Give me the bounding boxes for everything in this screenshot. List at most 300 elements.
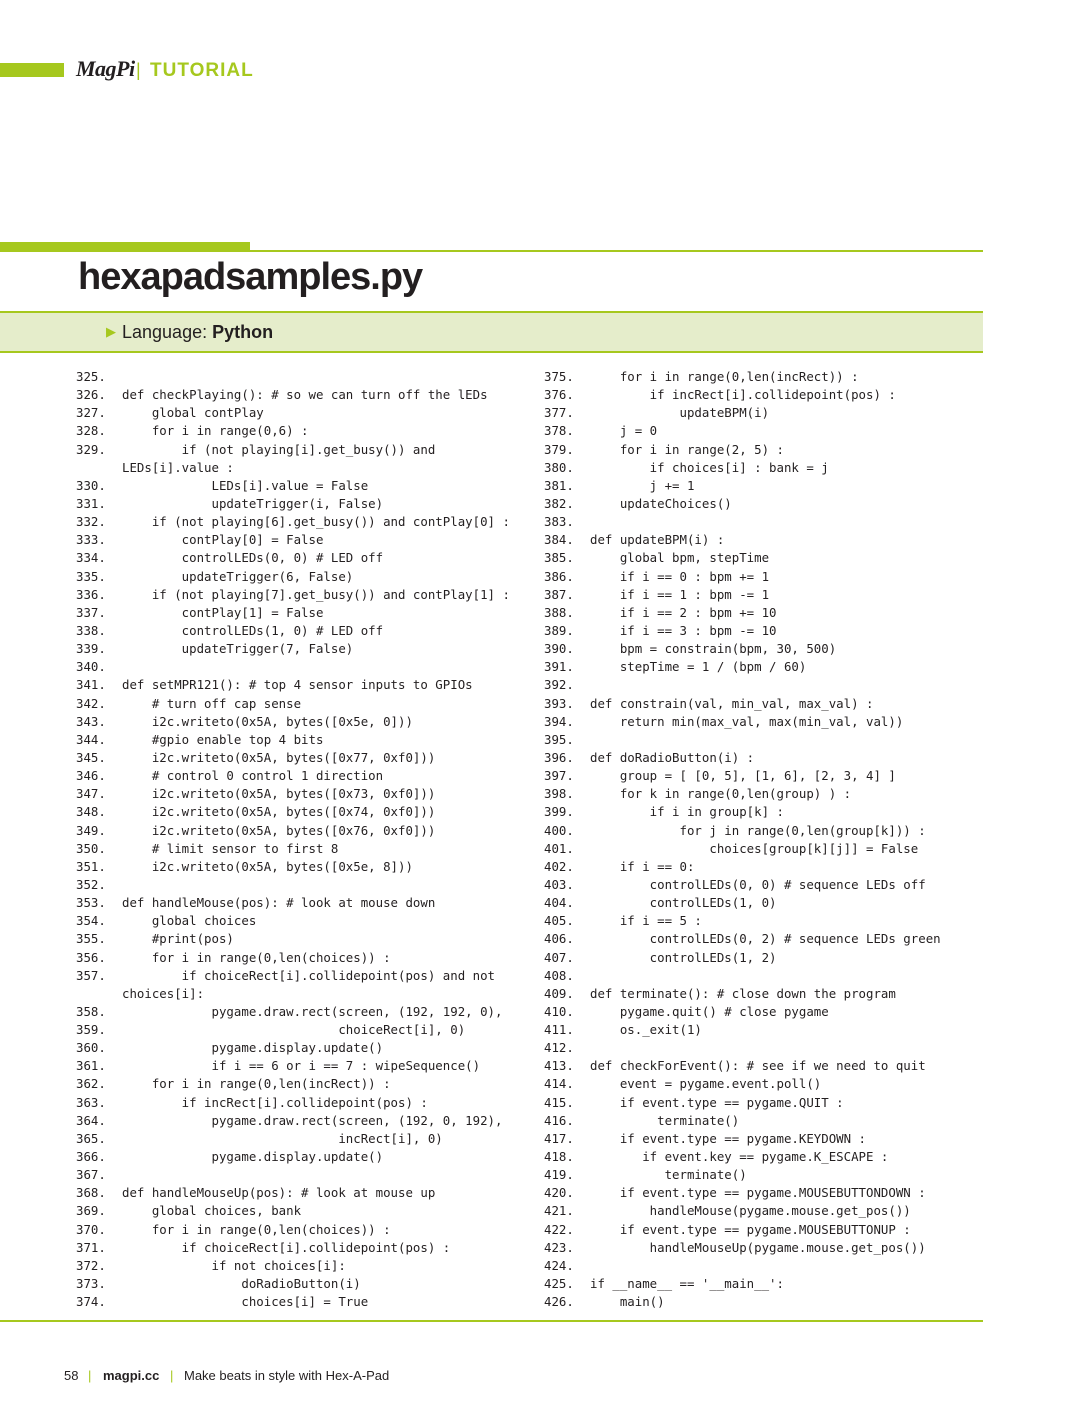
line-number: 393. <box>544 695 574 711</box>
code-line <box>76 876 526 894</box>
line-number: 386. <box>544 568 574 584</box>
code-line <box>76 1257 526 1275</box>
code-text: controlLEDs(0, 0) # LED off <box>122 550 384 566</box>
line-number: 409. <box>544 985 574 1001</box>
code-text: updateTrigger(6, False) <box>122 568 354 584</box>
code-line <box>544 441 984 459</box>
code-text: os._exit(1) <box>590 1022 702 1038</box>
line-number: 346. <box>76 768 106 784</box>
line-number: 340. <box>76 659 106 675</box>
code-line <box>76 531 526 549</box>
line-number: 327. <box>76 405 106 421</box>
line-number: 421. <box>544 1203 574 1219</box>
code-text: if (not playing[i].get_busy()) and <box>122 441 436 457</box>
code-text: controlLEDs(1, 2) <box>590 949 777 965</box>
line-number: 341. <box>76 677 106 693</box>
code-text: def handleMouse(pos): # look at mouse down <box>122 895 436 911</box>
code-line <box>76 985 526 1003</box>
code-text: if incRect[i].collidepoint(pos) : <box>122 1094 428 1110</box>
code-line <box>544 1112 984 1130</box>
code-line <box>76 1112 526 1130</box>
code-line <box>76 477 526 495</box>
code-line <box>544 604 984 622</box>
line-number: 375. <box>544 369 574 384</box>
line-number: 406. <box>544 931 574 947</box>
line-number: 398. <box>544 786 574 802</box>
code-text: if event.type == pygame.KEYDOWN : <box>590 1130 867 1146</box>
code-text: if i == 0 : bpm += 1 <box>590 568 770 584</box>
language-label: Language: <box>122 322 208 342</box>
code-line <box>544 1094 984 1112</box>
code-line <box>544 1057 984 1075</box>
code-line <box>76 1293 526 1311</box>
line-number: 395. <box>544 731 574 747</box>
code-line <box>76 1275 526 1293</box>
line-number: 376. <box>544 387 574 403</box>
code-text: if i in group[k] : <box>590 804 784 820</box>
code-line <box>544 1166 984 1184</box>
code-text: updateTrigger(i, False) <box>122 495 384 511</box>
line-number: 360. <box>76 1040 106 1056</box>
line-number: 411. <box>544 1022 574 1038</box>
code-text: handleMouseUp(pygame.mouse.get_pos()) <box>590 1239 926 1255</box>
code-line <box>76 1039 526 1057</box>
code-line <box>544 1075 984 1093</box>
code-line <box>544 1275 984 1293</box>
code-text: global choices, bank <box>122 1203 302 1219</box>
code-line <box>544 568 984 586</box>
code-line <box>76 549 526 567</box>
code-text: if i == 5 : <box>590 913 702 929</box>
code-line <box>544 404 984 422</box>
code-text: bpm = constrain(bpm, 30, 500) <box>590 641 837 657</box>
code-line <box>544 622 984 640</box>
language-value: Python <box>212 322 274 342</box>
code-line <box>76 785 526 803</box>
code-text: def handleMouseUp(pos): # look at mouse up <box>122 1185 436 1201</box>
code-text: j += 1 <box>590 477 695 493</box>
line-number: 381. <box>544 477 574 493</box>
line-number: 326. <box>76 387 106 403</box>
title-accent-bar <box>0 242 250 250</box>
line-number: 347. <box>76 786 106 802</box>
line-number: 339. <box>76 641 106 657</box>
line-number: 385. <box>544 550 574 566</box>
code-text: # limit sensor to first 8 <box>122 840 339 856</box>
code-text: i2c.writeto(0x5A, bytes([0x74, 0xf0])) <box>122 804 436 820</box>
code-text: pygame.display.update() <box>122 1149 384 1165</box>
code-text: event = pygame.event.poll() <box>590 1076 822 1092</box>
line-number: 369. <box>76 1203 106 1219</box>
line-number: 334. <box>76 550 106 566</box>
code-line <box>544 1239 984 1257</box>
line-number: 426. <box>544 1294 574 1310</box>
code-line <box>76 1202 526 1220</box>
code-text: if incRect[i].collidepoint(pos) : <box>590 387 896 403</box>
code-line <box>544 912 984 930</box>
line-number: 336. <box>76 586 106 602</box>
code-line <box>76 803 526 821</box>
code-text: choices[i] = True <box>122 1294 369 1310</box>
line-number: 329. <box>76 441 106 457</box>
code-text: # control 0 control 1 direction <box>122 768 384 784</box>
code-line <box>76 495 526 513</box>
code-text: choices[group[k][j]] = False <box>590 840 919 856</box>
code-line <box>76 967 526 985</box>
line-number: 350. <box>76 840 106 856</box>
chevron-right-icon: ▶ <box>106 324 116 339</box>
code-text: if i == 2 : bpm += 10 <box>590 604 777 620</box>
code-text: def doRadioButton(i) : <box>590 749 755 765</box>
code-line <box>544 386 984 404</box>
code-text: doRadioButton(i) <box>122 1276 361 1292</box>
code-text: if i == 0: <box>590 858 695 874</box>
code-line <box>544 1021 984 1039</box>
code-text: contPlay[0] = False <box>122 532 324 548</box>
line-number: 365. <box>76 1130 106 1146</box>
footer-separator: | <box>88 1368 92 1383</box>
line-number: 405. <box>544 913 574 929</box>
code-line <box>544 767 984 785</box>
code-text: incRect[i], 0) <box>122 1130 443 1146</box>
line-number: 328. <box>76 423 106 439</box>
code-text: for i in range(0,len(choices)) : <box>122 1221 391 1237</box>
line-number: 368. <box>76 1185 106 1201</box>
line-number: 349. <box>76 822 106 838</box>
header-separator: | <box>136 60 141 80</box>
line-number: 419. <box>544 1167 574 1183</box>
code-line <box>544 713 984 731</box>
code-line <box>76 622 526 640</box>
code-text: for k in range(0,len(group) ) : <box>590 786 852 802</box>
code-line <box>76 1148 526 1166</box>
code-text: if __name__ == '__main__': <box>590 1276 784 1292</box>
code-text: if i == 6 or i == 7 : wipeSequence() <box>122 1058 481 1074</box>
language-bar <box>0 311 983 353</box>
line-number: 335. <box>76 568 106 584</box>
line-number: 387. <box>544 586 574 602</box>
code-text: global choices <box>122 913 257 929</box>
line-number: 355. <box>76 931 106 947</box>
line-number: 389. <box>544 622 574 638</box>
code-text: controlLEDs(1, 0) # LED off <box>122 622 384 638</box>
code-text: controlLEDs(1, 0) <box>590 895 777 911</box>
code-text: return min(max_val, max(min_val, val)) <box>590 713 904 729</box>
line-number: 338. <box>76 622 106 638</box>
code-text: stepTime = 1 / (bpm / 60) <box>590 659 807 675</box>
header-accent-bar <box>0 63 64 77</box>
line-number: 408. <box>544 967 574 983</box>
code-line <box>544 749 984 767</box>
line-number: 378. <box>544 423 574 439</box>
code-text: # turn off cap sense <box>122 695 302 711</box>
code-text: if event.type == pygame.QUIT : <box>590 1094 844 1110</box>
code-text: for j in range(0,len(group[k])) : <box>590 822 926 838</box>
code-line <box>76 822 526 840</box>
code-line <box>76 1239 526 1257</box>
line-number: 380. <box>544 459 574 475</box>
code-text: if event.key == pygame.K_ESCAPE : <box>590 1149 889 1165</box>
line-number: 331. <box>76 495 106 511</box>
code-text: pygame.quit() # close pygame <box>590 1003 829 1019</box>
code-text: if (not playing[7].get_busy()) and contPlay[1] : <box>122 586 510 602</box>
line-number: 424. <box>544 1257 574 1273</box>
line-number: 383. <box>544 514 574 530</box>
code-text: i2c.writeto(0x5A, bytes([0x5e, 0])) <box>122 713 413 729</box>
code-column-right <box>544 368 984 1311</box>
code-text: choices[i]: <box>122 985 205 1001</box>
code-text: global bpm, stepTime <box>590 550 770 566</box>
code-text: if (not playing[6].get_busy()) and contPlay[0] : <box>122 514 510 530</box>
line-number: 363. <box>76 1094 106 1110</box>
line-number: 366. <box>76 1149 106 1165</box>
code-line <box>544 840 984 858</box>
code-text: contPlay[1] = False <box>122 604 324 620</box>
code-text: #gpio enable top 4 bits <box>122 731 324 747</box>
section-label: TUTORIAL <box>150 60 254 81</box>
footer-separator: | <box>170 1368 174 1383</box>
code-text: LEDs[i].value : <box>122 459 234 475</box>
code-line <box>76 676 526 694</box>
line-number: 354. <box>76 913 106 929</box>
code-text: i2c.writeto(0x5A, bytes([0x76, 0xf0])) <box>122 822 436 838</box>
line-number: 403. <box>544 876 574 892</box>
code-line <box>76 894 526 912</box>
code-text: if choiceRect[i].collidepoint(pos) : <box>122 1239 451 1255</box>
code-text: for i in range(0,len(choices)) : <box>122 949 391 965</box>
line-number: 392. <box>544 677 574 693</box>
code-line <box>544 1184 984 1202</box>
code-line <box>544 967 984 985</box>
line-number: 416. <box>544 1112 574 1128</box>
line-number: 345. <box>76 749 106 765</box>
code-line <box>76 858 526 876</box>
bottom-rule <box>0 1320 983 1322</box>
code-line <box>544 695 984 713</box>
code-line <box>544 803 984 821</box>
code-line <box>544 368 984 386</box>
line-number: 379. <box>544 441 574 457</box>
code-line <box>544 785 984 803</box>
line-number: 425. <box>544 1276 574 1292</box>
code-text: def constrain(val, min_val, max_val) : <box>590 695 874 711</box>
line-number: 358. <box>76 1003 106 1019</box>
line-number: 397. <box>544 768 574 784</box>
magpi-logo: MagPi <box>76 56 135 81</box>
code-text: if i == 1 : bpm -= 1 <box>590 586 770 602</box>
code-line <box>544 858 984 876</box>
code-text: i2c.writeto(0x5A, bytes([0x5e, 8])) <box>122 858 413 874</box>
code-text: for i in range(0,6) : <box>122 423 309 439</box>
line-number: 415. <box>544 1094 574 1110</box>
code-text: if choices[i] : bank = j <box>590 459 829 475</box>
line-number: 330. <box>76 477 106 493</box>
line-number: 407. <box>544 949 574 965</box>
code-line <box>544 513 984 531</box>
line-number: 382. <box>544 495 574 511</box>
code-line <box>76 1184 526 1202</box>
code-line <box>544 1257 984 1275</box>
line-number: 390. <box>544 641 574 657</box>
code-line <box>76 640 526 658</box>
line-number: 372. <box>76 1257 106 1273</box>
code-line <box>76 368 526 386</box>
code-text: for i in range(0,len(incRect)) : <box>122 1076 391 1092</box>
line-number: 391. <box>544 659 574 675</box>
line-number: 400. <box>544 822 574 838</box>
line-number: 420. <box>544 1185 574 1201</box>
code-text: i2c.writeto(0x5A, bytes([0x77, 0xf0])) <box>122 749 436 765</box>
code-text: terminate() <box>590 1112 740 1128</box>
code-line <box>544 459 984 477</box>
code-text: controlLEDs(0, 0) # sequence LEDs off <box>590 876 926 892</box>
code-text: group = [ [0, 5], [1, 6], [2, 3, 4] ] <box>590 768 896 784</box>
line-number: 359. <box>76 1022 106 1038</box>
code-line <box>76 912 526 930</box>
code-line <box>76 459 526 477</box>
code-text: terminate() <box>590 1167 747 1183</box>
code-line <box>76 604 526 622</box>
code-line <box>76 1130 526 1148</box>
footer-site: magpi.cc <box>103 1368 160 1383</box>
code-line <box>544 822 984 840</box>
code-line <box>544 531 984 549</box>
code-line <box>76 386 526 404</box>
line-number: 333. <box>76 532 106 548</box>
code-text: choiceRect[i], 0) <box>122 1022 466 1038</box>
code-text: if not choices[i]: <box>122 1257 346 1273</box>
line-number: 332. <box>76 514 106 530</box>
code-line <box>76 731 526 749</box>
code-text: if event.type == pygame.MOUSEBUTTONUP : <box>590 1221 911 1237</box>
code-text: updateTrigger(7, False) <box>122 641 354 657</box>
page-title: hexapadsamples.py <box>78 256 423 298</box>
line-number: 394. <box>544 713 574 729</box>
code-line <box>76 1166 526 1184</box>
line-number: 404. <box>544 895 574 911</box>
code-line <box>544 477 984 495</box>
code-text: if event.type == pygame.MOUSEBUTTONDOWN : <box>590 1185 926 1201</box>
line-number: 364. <box>76 1112 106 1128</box>
code-line <box>76 1057 526 1075</box>
line-number: 371. <box>76 1239 106 1255</box>
code-text: pygame.draw.rect(screen, (192, 192, 0), <box>122 1003 503 1019</box>
code-text: updateChoices() <box>590 495 732 511</box>
code-line <box>544 1039 984 1057</box>
code-text: for i in range(0,len(incRect)) : <box>590 369 859 384</box>
code-text: def updateBPM(i) : <box>590 532 725 548</box>
line-number: 423. <box>544 1239 574 1255</box>
code-line <box>544 586 984 604</box>
code-column-left <box>76 368 526 1311</box>
language-text <box>122 322 273 343</box>
code-line <box>76 1094 526 1112</box>
line-number: 396. <box>544 749 574 765</box>
code-line <box>76 658 526 676</box>
code-line <box>76 949 526 967</box>
code-line <box>544 549 984 567</box>
code-line <box>544 949 984 967</box>
code-text: def setMPR121(): # top 4 sensor inputs to GPIOs <box>122 677 473 693</box>
line-number: 401. <box>544 840 574 856</box>
line-number: 413. <box>544 1058 574 1074</box>
line-number: 370. <box>76 1221 106 1237</box>
code-line <box>76 1075 526 1093</box>
line-number: 348. <box>76 804 106 820</box>
line-number: 399. <box>544 804 574 820</box>
code-line <box>544 658 984 676</box>
code-line <box>544 1130 984 1148</box>
line-number: 402. <box>544 858 574 874</box>
code-text: updateBPM(i) <box>590 405 770 421</box>
code-line <box>544 676 984 694</box>
code-text: #print(pos) <box>122 931 234 947</box>
line-number: 414. <box>544 1076 574 1092</box>
code-line <box>544 930 984 948</box>
code-text: i2c.writeto(0x5A, bytes([0x73, 0xf0])) <box>122 786 436 802</box>
code-text: if i == 3 : bpm -= 10 <box>590 622 777 638</box>
code-line <box>76 404 526 422</box>
code-text: handleMouse(pygame.mouse.get_pos()) <box>590 1203 911 1219</box>
code-line <box>76 513 526 531</box>
page-number: 58 <box>64 1368 79 1383</box>
line-number: 422. <box>544 1221 574 1237</box>
code-line <box>544 1293 984 1311</box>
line-number: 412. <box>544 1040 574 1056</box>
line-number: 356. <box>76 949 106 965</box>
code-line <box>544 1202 984 1220</box>
line-number: 337. <box>76 604 106 620</box>
code-line <box>76 1003 526 1021</box>
line-number: 342. <box>76 695 106 711</box>
code-line <box>76 713 526 731</box>
code-line <box>544 495 984 513</box>
line-number: 343. <box>76 713 106 729</box>
code-line <box>76 422 526 440</box>
code-text: pygame.display.update() <box>122 1040 384 1056</box>
line-number: 417. <box>544 1130 574 1146</box>
line-number: 418. <box>544 1149 574 1165</box>
line-number: 384. <box>544 532 574 548</box>
line-number: 344. <box>76 731 106 747</box>
line-number: 410. <box>544 1003 574 1019</box>
line-number: 362. <box>76 1076 106 1092</box>
line-number: 361. <box>76 1058 106 1074</box>
line-number: 373. <box>76 1276 106 1292</box>
code-line <box>544 422 984 440</box>
code-line <box>76 441 526 459</box>
code-line <box>76 767 526 785</box>
code-text: global contPlay <box>122 405 264 421</box>
code-line <box>76 1021 526 1039</box>
code-line <box>76 749 526 767</box>
code-line <box>76 568 526 586</box>
code-line <box>76 695 526 713</box>
line-number: 388. <box>544 604 574 620</box>
line-number: 325. <box>76 369 106 384</box>
line-number: 351. <box>76 858 106 874</box>
code-line <box>544 731 984 749</box>
code-line <box>76 840 526 858</box>
title-rule <box>0 250 983 252</box>
line-number: 353. <box>76 895 106 911</box>
code-line <box>544 1003 984 1021</box>
code-text: def checkForEvent(): # see if we need to quit <box>590 1058 926 1074</box>
line-number: 377. <box>544 405 574 421</box>
code-line <box>544 640 984 658</box>
code-text: j = 0 <box>590 423 658 439</box>
code-line <box>544 985 984 1003</box>
